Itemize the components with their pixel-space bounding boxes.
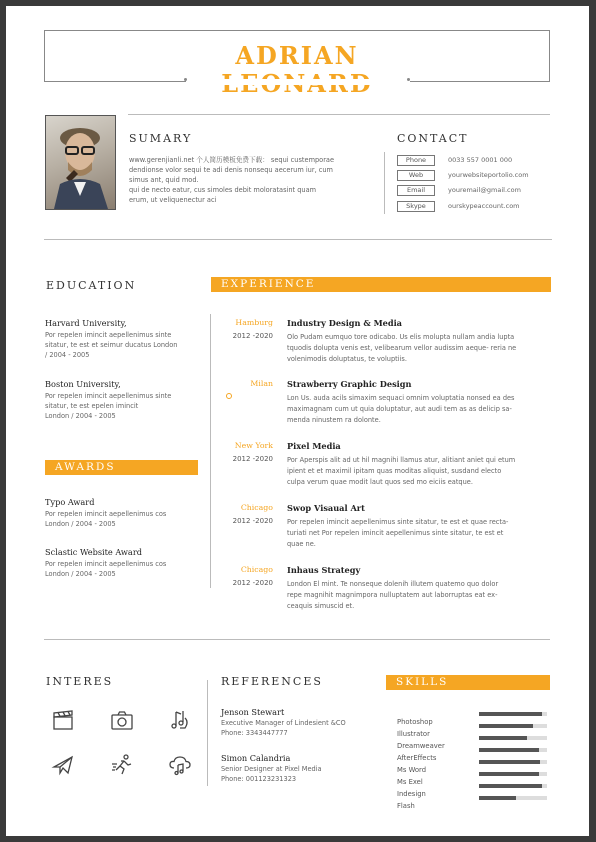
experience-city: New York <box>234 441 273 450</box>
divider-bottom <box>44 639 550 640</box>
experience-line: ipient et et maximil ipitam quas moditas aliquist, susdand electo <box>287 467 502 475</box>
running-icon <box>110 753 134 777</box>
education-line: Por repelen imincit aepellenimus sinte <box>45 392 172 400</box>
skill-row <box>397 793 415 810</box>
skill-row <box>397 781 426 798</box>
award-line: Por repelen imincit aepellenimus cos <box>45 510 167 518</box>
reference-phone: Phone: 3343447777 <box>221 729 288 737</box>
experience-desc <box>287 517 550 550</box>
clapperboard-icon <box>51 708 75 732</box>
experience-line: Por repelen imincit aepellenimus sinte sitatur, te est et quae recta- <box>287 518 509 526</box>
experience-title-text: Industry Design & Media <box>287 318 402 328</box>
contact-label: Skype <box>397 201 435 212</box>
name-first: ADRIAN <box>235 41 359 70</box>
contact-label: Email <box>397 185 435 196</box>
camera-icon <box>110 708 134 732</box>
education-line: sitatur, te est epelen imincit <box>45 402 139 410</box>
award-line: Por repelen imincit aepellenimus cos <box>45 560 167 568</box>
skill-bar-fill <box>479 760 540 764</box>
experience-title-text: Swop Visaual Art <box>287 503 365 513</box>
experience-line: Lon Us. auda acils simaxim sequaci omnim voluptatia nonsed ea des <box>287 394 515 402</box>
experience-city: Hamburg <box>235 318 273 327</box>
education-school: Boston University, <box>45 379 121 389</box>
skill-bar <box>479 796 547 800</box>
experience-years: 2012 -2020 <box>232 579 273 587</box>
education-line: sitatur, te est et seimur ducatus London <box>45 341 178 349</box>
reference-item <box>221 707 381 738</box>
education-line: London / 2004 - 2005 <box>45 412 116 420</box>
experience-line: ceaquis simuscid et. <box>287 602 355 610</box>
reference-name: Jenson Stewart <box>221 707 285 717</box>
skill-name: Ms Word <box>397 766 427 774</box>
skill-row <box>397 745 437 762</box>
divider-top <box>128 114 550 115</box>
contact-value[interactable]: 0033 557 0001 000 <box>448 156 513 164</box>
experience-years: 2012 -2020 <box>232 455 273 463</box>
summary-line: simus ant, quid mod. <box>129 176 199 184</box>
experience-title-text: Pixel Media <box>287 441 341 451</box>
reference-role: Senior Designer at Pixel Media <box>221 765 322 773</box>
summary-line: www.gerenjianli.net 个人简历模板免费下载： sequi custemporae <box>129 156 335 164</box>
contact-title: CONTACT <box>397 132 469 145</box>
experience-line: quae ne. <box>287 540 316 548</box>
experience-years: 2012 -2020 <box>232 332 273 340</box>
timeline-dot <box>226 393 232 399</box>
reference-name: Simon Calandria <box>221 753 291 763</box>
award-name: Sclastic Website Award <box>45 547 142 557</box>
experience-line: menda ninustem ra dolonte. <box>287 416 381 424</box>
award-item <box>45 547 205 579</box>
skill-name: Indesign <box>397 790 426 798</box>
experience-line: Olo Pudam eumquo tore odicabo. Us elis molupta nullam andia lupta <box>287 333 515 341</box>
contact-value[interactable]: yourwebsiteportolio.com <box>448 171 529 179</box>
experience-line: tquodis dolupta venis est, velibearum vellor audissim aeque- reria ne <box>287 344 517 352</box>
skill-bar <box>479 712 547 716</box>
experience-desc <box>287 455 550 488</box>
reference-item <box>221 753 381 784</box>
references-title: REFERENCES <box>221 675 323 688</box>
skill-row <box>397 733 445 750</box>
education-line: / 2004 - 2005 <box>45 351 90 359</box>
experience-line: London El mint. Te nonseque dolenih illutem quatemo quo dolor <box>287 580 499 588</box>
skill-row <box>397 757 427 774</box>
summary-line: dendionse volor sequi te adi denis nonsequ aecerum iur, cum <box>129 166 333 174</box>
skill-bar-fill <box>479 736 527 740</box>
summary-title: SUMARY <box>129 132 193 145</box>
skill-row <box>397 709 433 726</box>
contact-value[interactable]: youremail@gmail.com <box>448 186 521 194</box>
skill-bar-fill <box>479 712 542 716</box>
award-line: London / 2004 - 2005 <box>45 570 116 578</box>
experience-line: culpa verum quae modit laut quos sed mo eiciis eatque. <box>287 478 473 486</box>
divider-middle <box>44 239 552 240</box>
experience-desc <box>287 393 550 426</box>
experience-years: 2012 -2020 <box>232 517 273 525</box>
experience-city: Milan <box>250 379 273 388</box>
profile-photo <box>45 115 116 210</box>
skill-bar-fill <box>479 796 516 800</box>
education-line: Por repelen imincit aepellenimus sinte <box>45 331 172 339</box>
experience-line: Por Aperspis alit ad ut hil magnihi llamus atur, alitiant aniet qui etum <box>287 456 516 464</box>
contact-value[interactable]: ourskypeaccount.com <box>448 202 520 210</box>
name-box-overlap <box>186 79 410 85</box>
reference-phone: Phone: 001123231323 <box>221 775 297 783</box>
contact-label: Web <box>397 170 435 181</box>
experience-desc <box>287 579 550 612</box>
skill-row <box>397 769 423 786</box>
skill-name: AfterEffects <box>397 754 437 762</box>
skill-bar <box>479 760 547 764</box>
education-item <box>45 379 205 421</box>
experience-title: EXPERIENCE <box>211 277 551 292</box>
experience-line: maximagnam cum ut quia doluptatur, aut audi tem as as delicip sa- <box>287 405 512 413</box>
summary-line: erum, ut veliquenectur aci <box>129 196 217 204</box>
dot-left <box>184 78 187 81</box>
skill-name: Illustrator <box>397 730 430 738</box>
skill-bar <box>479 736 547 740</box>
skill-bar <box>479 748 547 752</box>
skill-row <box>397 721 430 738</box>
skill-bar-fill <box>479 748 539 752</box>
education-title: EDUCATION <box>46 279 137 292</box>
skill-name: Ms Exel <box>397 778 423 786</box>
skill-bar <box>479 784 547 788</box>
experience-desc <box>287 332 550 365</box>
skill-bar <box>479 724 547 728</box>
award-item <box>45 497 205 529</box>
experience-title-text: Inhaus Strategy <box>287 565 361 575</box>
experience-title-text: Strawberry Graphic Design <box>287 379 412 389</box>
dot-right <box>407 78 410 81</box>
skill-name: Photoshop <box>397 718 433 726</box>
skill-name: Flash <box>397 802 415 810</box>
skill-bar <box>479 772 547 776</box>
airplane-icon <box>51 753 75 777</box>
name-box <box>44 30 550 82</box>
summary-text <box>129 155 372 205</box>
experience-line: turiati net Por repelen imincit aepellenimus sinte sitatur, te est et <box>287 529 504 537</box>
experience-line: repe magnihit magnimpora nulluptatem aut laborruptas eat ex- <box>287 591 498 599</box>
contact-label: Phone <box>397 155 435 166</box>
skill-name: Dreamweaver <box>397 742 445 750</box>
experience-city: Chicago <box>240 503 273 512</box>
skill-bar-fill <box>479 724 533 728</box>
divider-summary-contact <box>384 152 385 214</box>
skills-title: SKILLS <box>386 675 550 690</box>
cloud-music-icon <box>168 753 192 777</box>
experience-timeline <box>210 314 211 588</box>
divider-interests-references <box>207 680 208 786</box>
award-name: Typo Award <box>45 497 95 507</box>
education-item <box>45 318 205 360</box>
skills-list <box>397 709 557 809</box>
summary-line: qui de necto eatur, cus simoles debit moloratasint quam <box>129 186 317 194</box>
music-icon <box>168 708 192 732</box>
reference-role: Executive Manager of Lindesient &CO <box>221 719 346 727</box>
experience-line: volenimodis doluptatus, te voluptiis. <box>287 355 407 363</box>
award-line: London / 2004 - 2005 <box>45 520 116 528</box>
skill-bar-fill <box>479 772 539 776</box>
skill-bar-fill <box>479 784 542 788</box>
experience-city: Chicago <box>240 565 273 574</box>
awards-title: AWARDS <box>45 460 198 475</box>
interests-title: INTERES <box>46 675 114 688</box>
education-school: Harvard University, <box>45 318 127 328</box>
resume-page <box>6 6 589 836</box>
